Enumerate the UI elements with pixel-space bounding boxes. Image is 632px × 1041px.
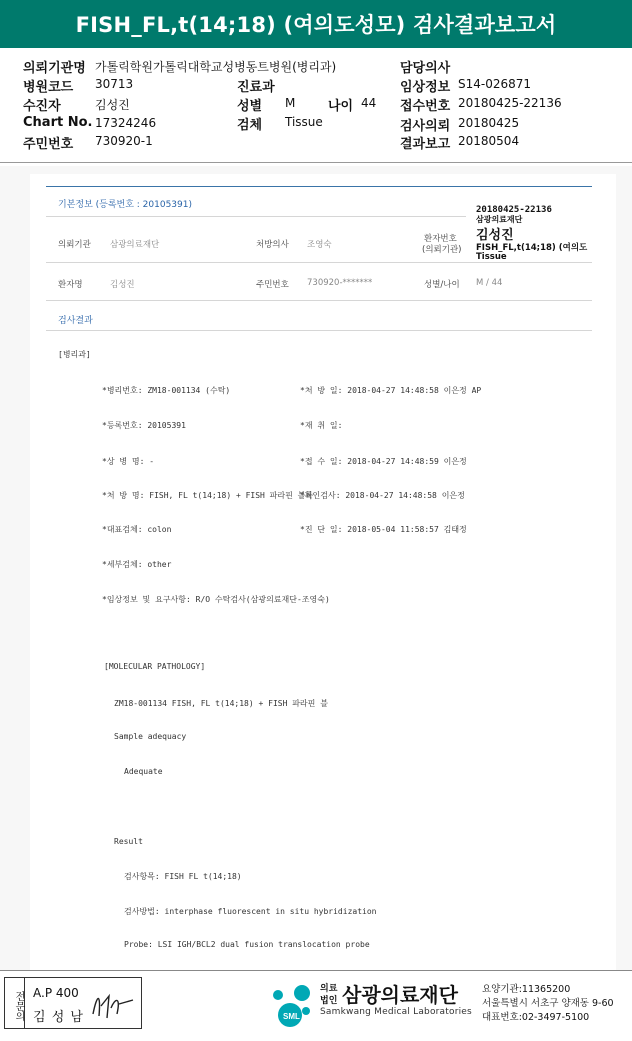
info-rule-2 [46,262,592,263]
specimen-value: Tissue [285,115,323,129]
label-box-specimen: Tissue [476,252,507,262]
age-value: 44 [361,96,377,110]
info-rule-3 [46,300,592,301]
resident-no-value: 730920-******* [307,278,373,288]
resident-id-label: 주민번호 [23,137,74,152]
department-tag: [병리과] [58,350,91,359]
sml-logo-text: SML [283,1012,300,1021]
header-divider [0,162,632,163]
recollection-date: *재 취 일: [300,421,343,430]
clinical-info-value: S14-026871 [458,77,532,91]
ap-number: A.P 400 [33,986,79,1000]
label-box-number: 20180425-22136 [476,205,552,215]
test-request-label: 검사의뢰 [400,119,451,134]
detail-specimen: *세부검체: other [102,560,172,569]
molecular-order-line: ZM18-001134 FISH, FL t(14;18) + FISH 파라핀 블 [114,699,328,708]
result-report-value: 20180504 [458,134,520,148]
signature-icon [87,988,137,1022]
address: 서울특별시 서초구 양재동 9-60 [482,998,614,1009]
inst-value: 삼광의료재단 [110,240,160,250]
department-label: 진료과 [237,80,275,95]
doctor-label: 담당의사 [400,61,451,76]
result-heading: 검사결과 [58,316,93,326]
institution-value: 가톨릭학원가톨릭대학교성병동트병원(병리과) [95,60,337,74]
test-item: 검사항목: FISH FL t(14;18) [124,872,242,881]
test-method: 검사방법: interphase fluorescent in situ hybridization [124,907,377,916]
prescriber-value: 조영숙 [307,240,332,250]
sex-age-value: M / 44 [476,278,503,288]
basic-info-heading: 기본정보 (등록번호 : 20105391) [58,200,192,210]
info-rule-1 [46,216,466,217]
label-box-name: 김성진 [476,228,514,243]
top-rule [46,186,592,187]
org-name-korean: 삼광의료재단 [342,983,458,1007]
registration-number: *등록번호: 20105391 [102,421,186,430]
hospital-code-label: 병원코드 [23,80,74,95]
patient-no-sublabel: (의뢰기관) [422,245,462,255]
patient-name-label: 환자명 [58,280,83,290]
test-request-value: 20180425 [458,116,520,130]
patient-value: 김성진 [95,98,130,112]
confirmation-date: *확인검사: 2018-04-27 14:48:58 이은정 [300,491,465,500]
receipt-number-value: 20180425-22136 [458,96,562,110]
label-box-org: 삼광의료재단 [476,215,523,224]
sample-adequacy-value: Adequate [124,767,163,776]
receipt-date: *접 수 일: 2018-04-27 14:48:59 이은정 [300,457,467,466]
patient-label: 수진자 [23,99,61,114]
clinical-info-label: 임상정보 [400,80,451,95]
sex-age-label: 성별/나이 [424,280,460,290]
specialist-label: 전문의 [5,978,25,1028]
chart-number-value: 17324246 [95,116,157,130]
diagnosis-date: *진 단 일: 2018-05-04 11:58:57 김태정 [300,525,467,534]
age-label: 나이 [328,99,354,114]
org-prefix-2: 법인 [320,996,338,1006]
result-rule [46,330,592,331]
molecular-heading: [MOLECULAR PATHOLOGY] [104,662,206,671]
report-info-table [0,48,632,160]
institution-label: 의뢰기관명 [23,61,86,76]
phone-number: 대표번호:02-3497-5100 [482,1012,590,1023]
clinical-request: *임상정보 및 요구사항: R/O 수탁검사(삼광의료재단-조영숙) [102,595,330,604]
receipt-number-label: 접수번호 [400,99,451,114]
sml-logo-icon [268,979,318,1027]
diagnosis-name: *상 병 명: - [102,457,155,466]
hospital-code-value: 30713 [95,77,134,91]
sample-adequacy-label: Sample adequacy [114,732,187,741]
resident-no-label: 주민번호 [256,280,289,290]
inst-label: 의뢰기관 [58,240,91,250]
resident-id-value: 730920-1 [95,134,153,148]
sex-label: 성별 [237,99,263,114]
prescription-name: *처 방 명: FISH, FL t(14;18) + FISH 파라핀 블록 [102,491,314,500]
patient-no-label: 환자번호 [424,234,457,244]
scanned-report-page [30,174,616,970]
chart-number-label: Chart No. [23,115,93,130]
report-title: FISH_FL,t(14;18) (여의도성모) 검사결과보고서 [0,0,632,48]
representative-specimen: *대표검체: colon [102,525,172,534]
specimen-label: 검체 [237,118,263,133]
org-name-english: Samkwang Medical Laboratories [320,1007,472,1017]
pathologist-stamp [4,977,142,1029]
pathology-number: *병리번호: ZM18-001134 (수탁) [102,386,231,395]
result-report-label: 결과보고 [400,137,451,152]
result-label: Result [114,837,143,846]
prescriber-label: 처방의사 [256,240,289,250]
report-footer [0,970,632,1041]
care-org-number: 요양기관:11365200 [482,984,571,995]
label-box-test: FISH_FL,t(14;18) (여의도 [476,243,588,253]
patient-name-value: 김성진 [110,280,135,290]
probe-info: Probe: LSI IGH/BCL2 dual fusion translocation probe [124,940,370,949]
prescription-date: *처 방 일: 2018-04-27 14:48:58 이은정 AP [300,386,482,395]
org-prefix-1: 의료 [320,984,338,994]
pathologist-name: 김 성 남 [33,1010,84,1025]
sex-value: M [285,96,296,110]
